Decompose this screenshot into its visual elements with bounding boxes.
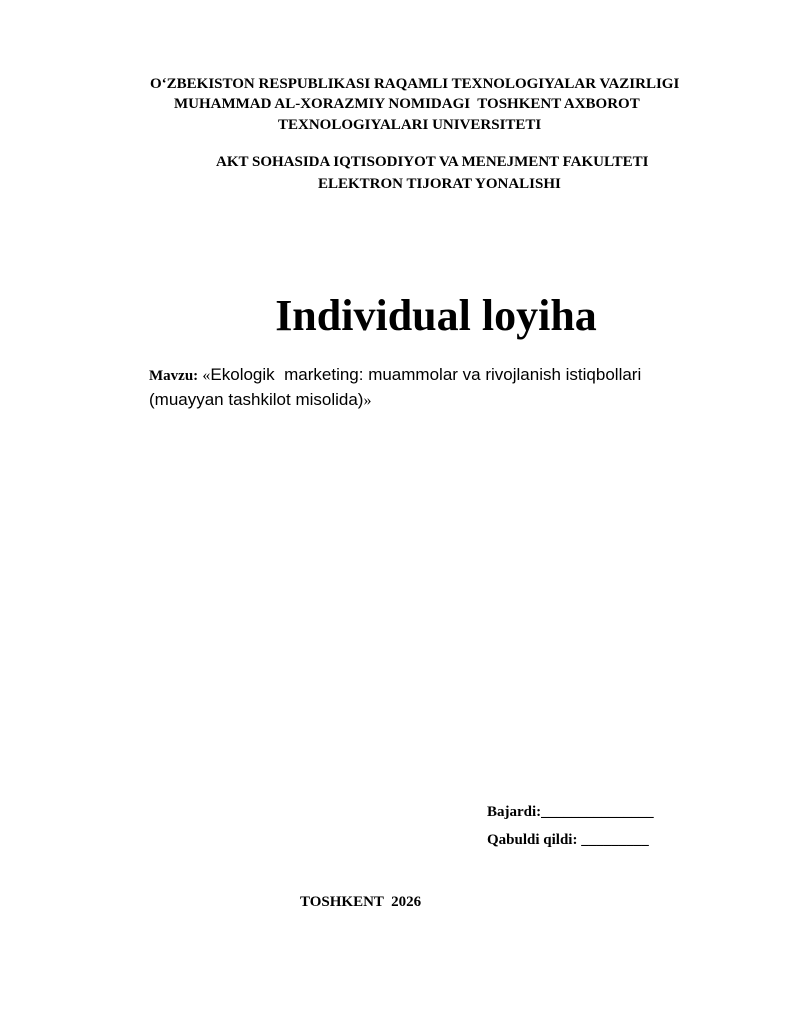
city-year-footer: TOSHKENT 2026 xyxy=(300,894,422,910)
topic-text: Ekologik marketing: muammolar va rivojlanish istiqbollari (muayyan tashkilot misolida) xyxy=(149,365,646,409)
ministry-line-1: O‘ZBEKISTON RESPUBLIKASI RAQAMLI TEXNOLOGIYALAR VAZIRLIGI xyxy=(150,76,680,92)
topic-open-quote: « xyxy=(202,367,211,384)
ministry-line-3: TEXNOLOGIYALARI UNIVERSITETI xyxy=(278,117,542,133)
topic-label: Mavzu: xyxy=(149,368,199,384)
ministry-line-2: MUHAMMAD AL-XORAZMIY NOMIDAGI TOSHKENT AXBOROT xyxy=(174,96,640,112)
signature-qabuldi: Qabuldi qildi: _________ xyxy=(487,832,649,848)
topic-close-quote: » xyxy=(363,392,372,409)
signature-bajardi: Bajardi:_______________ xyxy=(487,804,654,820)
topic-block xyxy=(149,363,689,412)
direction-name: ELEKTRON TIJORAT YONALISHI xyxy=(318,176,561,192)
faculty-name: AKT SOHASIDA IQTISODIYOT VA MENEJMENT FAKULTETI xyxy=(216,154,649,170)
document-title: Individual loyiha xyxy=(275,291,597,340)
